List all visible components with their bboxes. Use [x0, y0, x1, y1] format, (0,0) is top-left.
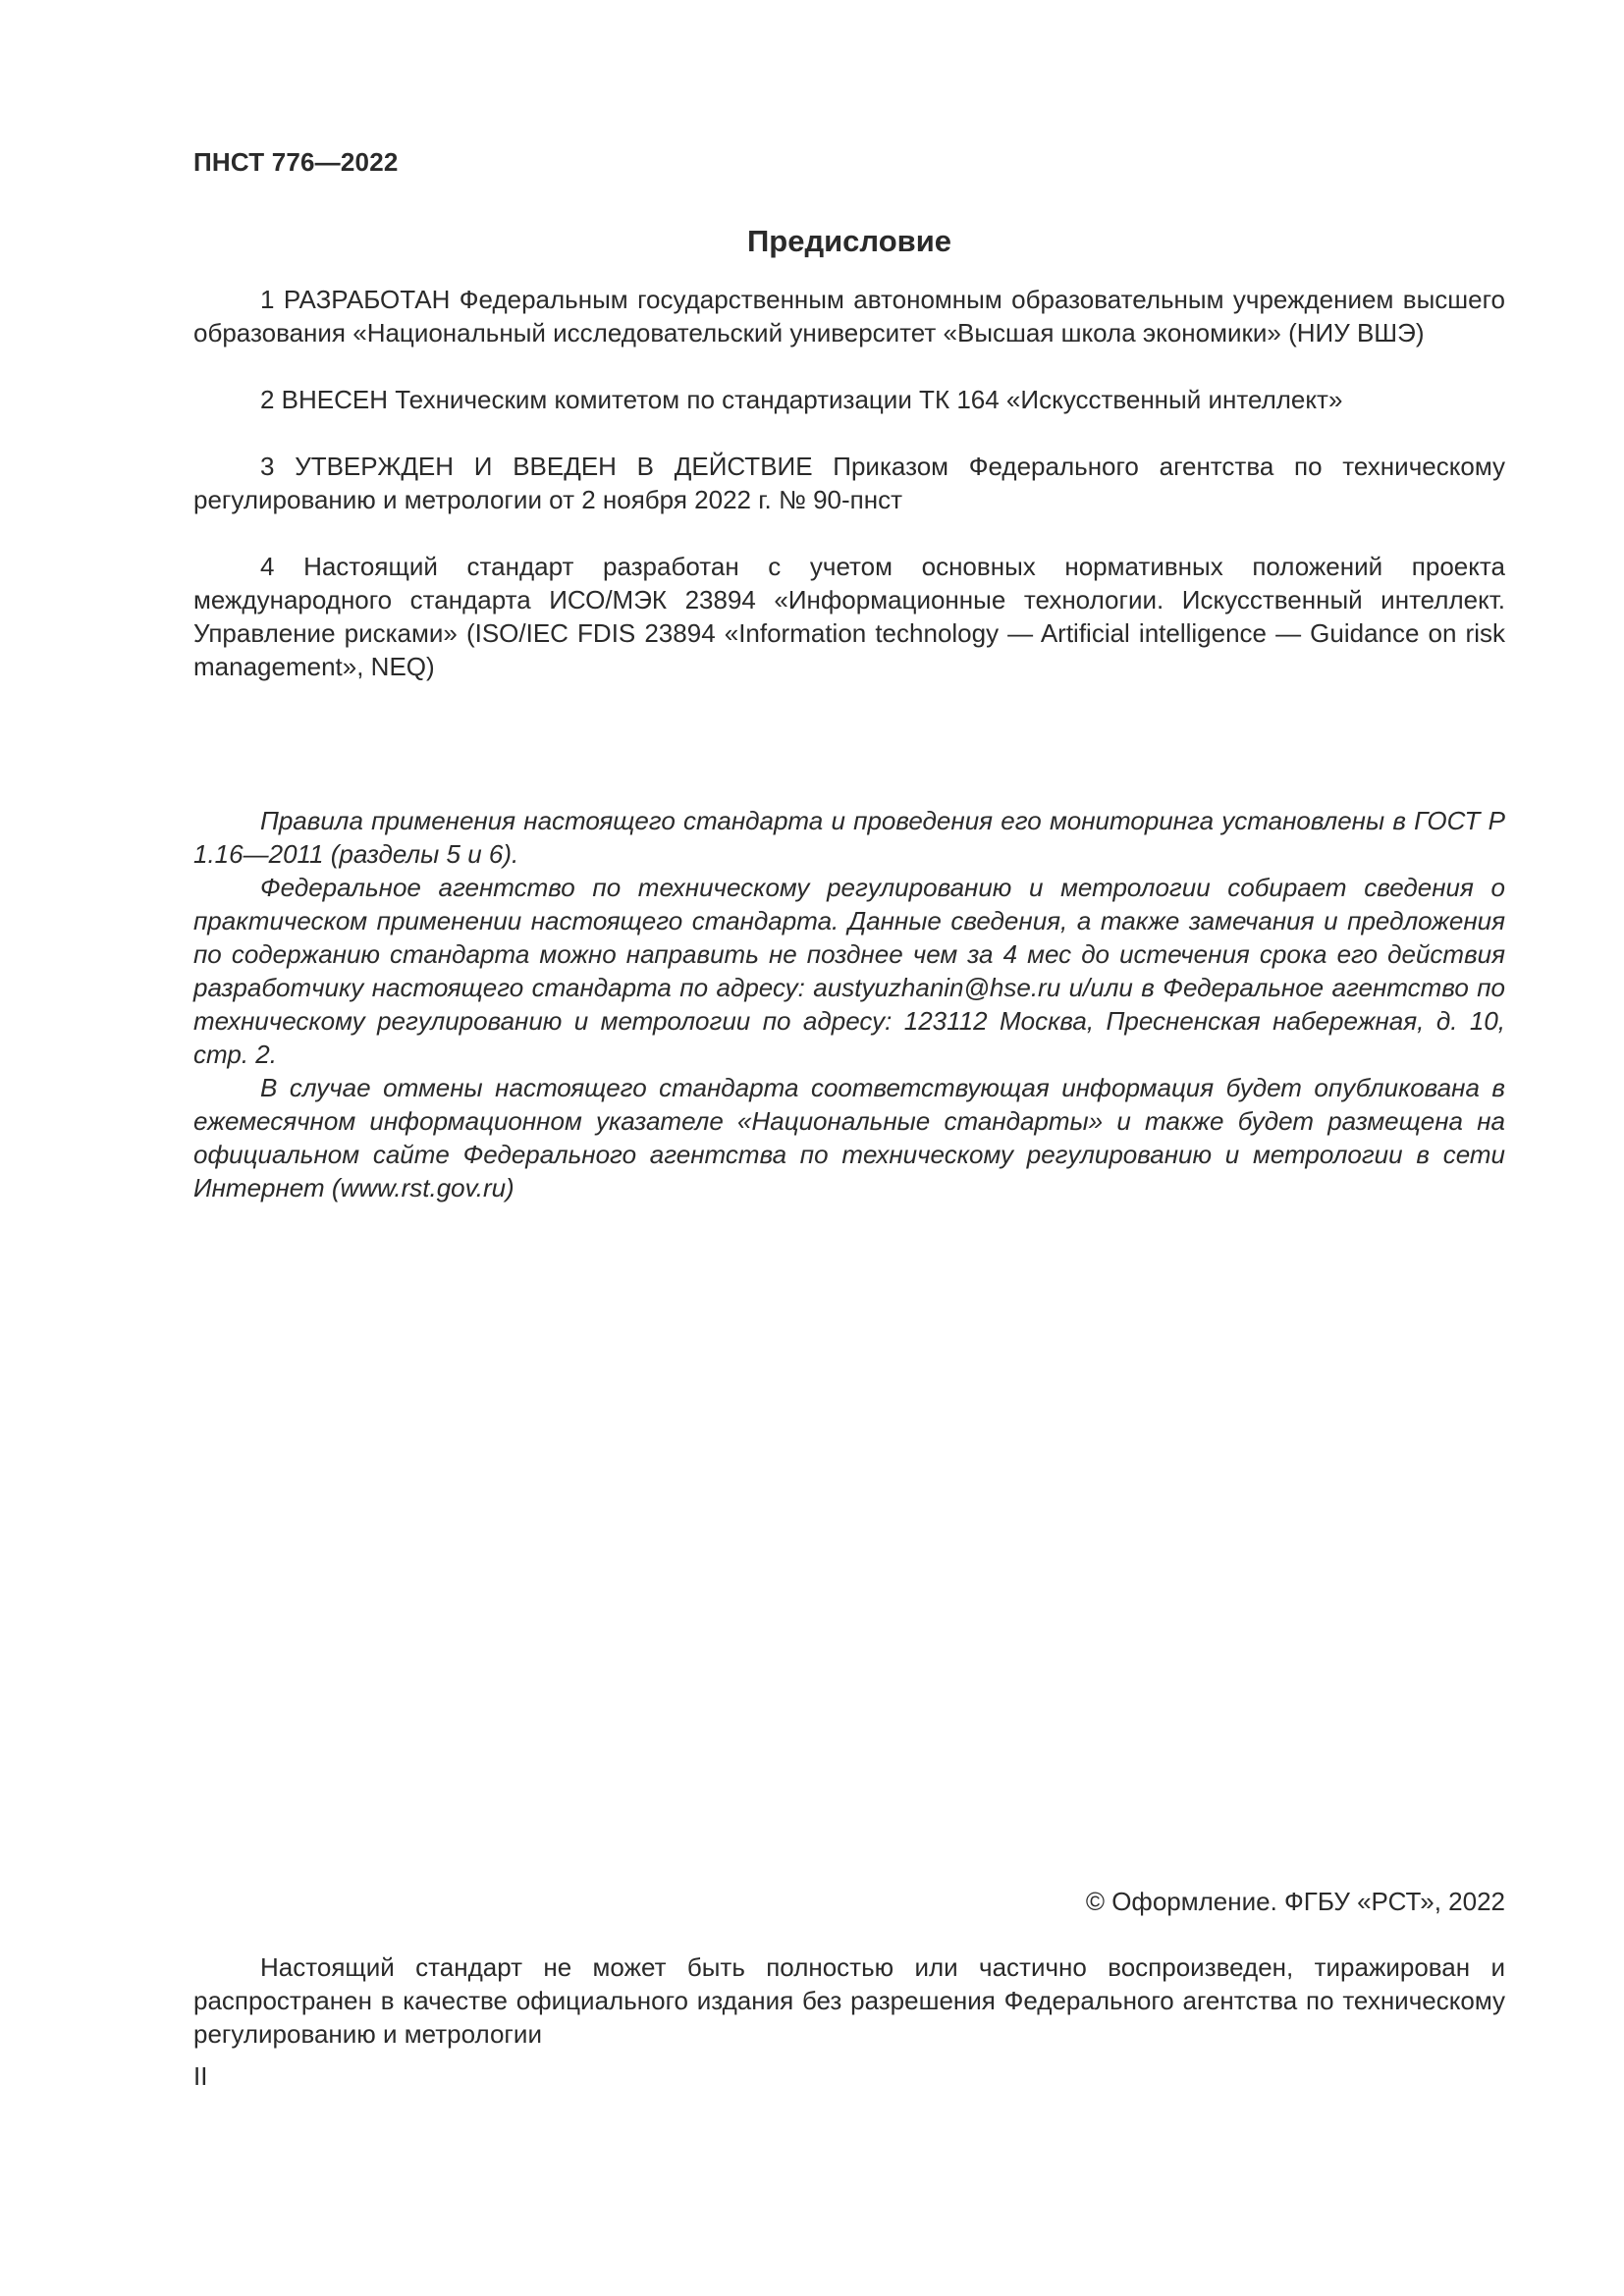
preface-item-basis: 4 Настоящий стандарт разработан с учетом основных нормативных положений проекта международного стандарта ИСО/МЭК 23894 «Информационные технологии. Искусственный интеллект. Управление рисками» (ISO/IEC FDIS 23894 «Information technology — Artificial intelligence — Guidance on risk management», NEQ): [193, 552, 1505, 681]
note-feedback-contacts: Федеральное агентство по техническому регулированию и метрологии собирает сведения о практическом применении настоящего стандарта. Данные сведения, а также замечания и предложения по содержанию стандарта можно направить не позднее чем за 4 мес до истечения срока его действия разработчику настоящего стандарта по адресу: austyuzhanin@hse.ru и/или в Федеральное агентство по техническому регулированию и метрологии по адресу: 123112 Москва, Пресненская набережная, д. 10, стр. 2.: [193, 873, 1505, 1069]
copyright-line: © Оформление. ФГБУ «РСТ», 2022: [1085, 1887, 1505, 1916]
preface-item-approved: 3 УТВЕРЖДЕН И ВВЕДЕН В ДЕЙСТВИЕ Приказом Федерального агентства по техническому регулированию и метрологии от 2 ноября 2022 г. № 90-пнст: [193, 452, 1505, 514]
note-application-rules: Правила применения настоящего стандарта и проведения его мониторинга установлены в ГОСТ Р 1.16—2011 (разделы 5 и 6).: [193, 806, 1505, 869]
application-notes: [193, 804, 1505, 1204]
note-cancellation-info: В случае отмены настоящего стандарта соответствующая информация будет опубликована в ежемесячном информационном указателе «Национальные стандарты» и также будет размещена на официальном сайте Федерального агентства по техническому регулированию и метрологии в сети Интернет (www.rst.gov.ru): [193, 1073, 1505, 1202]
preface-title: Предисловие: [746, 224, 951, 258]
preface-items: [193, 283, 1505, 717]
reproduction-notice-block: [193, 1950, 1505, 2051]
page-number: II: [193, 2061, 208, 2091]
reproduction-notice: Настоящий стандарт не может быть полностью или частично воспроизведен, тиражирован и распространен в качестве официального издания без разрешения Федерального агентства по техническому регулированию и метрологии: [193, 1952, 1505, 2049]
preface-item-introduced: 2 ВНЕСЕН Техническим комитетом по стандартизации ТК 164 «Искусственный интеллект»: [260, 385, 1343, 414]
document-code: ПНСТ 776—2022: [193, 147, 399, 177]
preface-item-developed: 1 РАЗРАБОТАН Федеральным государственным автономным образовательным учреждением высшего образования «Национальный исследовательский университет «Высшая школа экономики» (НИУ ВШЭ): [193, 285, 1505, 347]
